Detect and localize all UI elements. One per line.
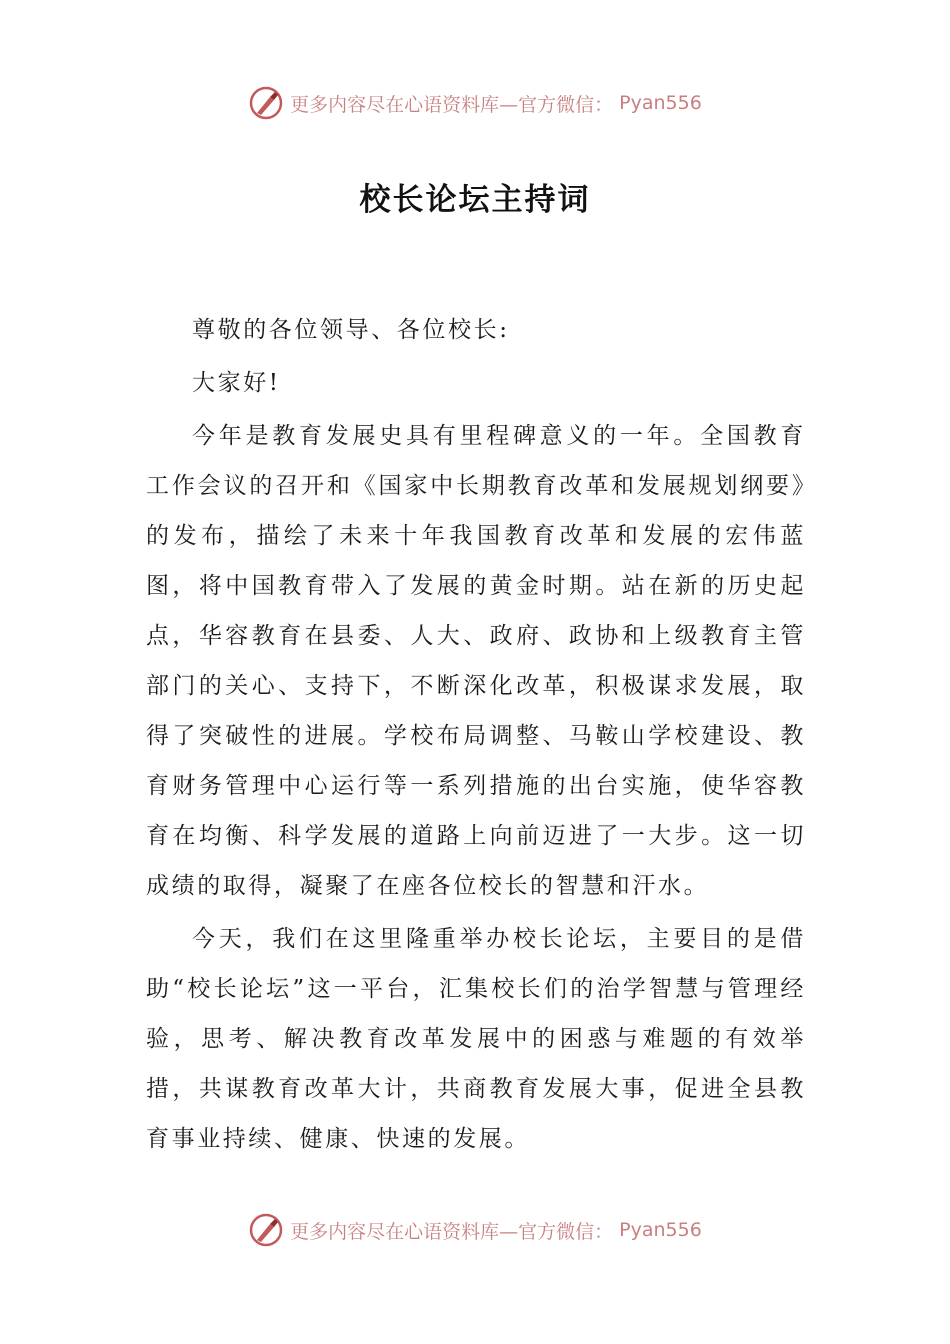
salutation: 尊敬的各位领导、各位校长: [192,317,510,343]
watermark-text: 更多内容尽在心语资料库—官方微信： [290,93,614,116]
document-title: 校长论坛主持词 [359,182,591,218]
watermark-handle: Pyan556 [619,1219,702,1241]
header-watermark [0,85,950,121]
footer-watermark [0,1212,950,1248]
watermark-handle: Pyan556 [619,92,702,114]
pen-logo-icon [248,1212,284,1248]
document-body [146,305,806,1167]
greeting: 大家好! [192,370,281,396]
paragraph: 今年是教育发展史具有里程碑意义的一年。全国教育工作会议的召开和《国家中长期教育改革和发展规划纲要》的发布，描绘了未来十年我国教育改革和发展的宏伟蓝图，将中国教育带入了发展的黄金时期。站在新的历史起点，华容教育在县委、人大、政府、政协和上级教育主管部门的关心、支持下，不断深化改革，积极谋求发展，取得了突破性的进展。学校布局调整、马鞍山学校建设、教育财务管理中心运行等一系列措施的出台实施，使华容教育在均衡、科学发展的道路上向前迈进了一大步。这一切成绩的取得，凝聚了在座各位校长的智慧和汗水。 [146,423,806,899]
watermark-text: 更多内容尽在心语资料库—官方微信： [290,1220,614,1243]
paragraph: 今天，我们在这里隆重举办校长论坛，主要目的是借助“校长论坛”这一平台，汇集校长们的治学智慧与管理经验，思考、解决教育改革发展中的困惑与难题的有效举措，共谋教育改革大计，共商教育发展大事，促进全县教育事业持续、健康、快速的发展。 [146,926,806,1152]
pen-logo-icon [248,85,284,121]
